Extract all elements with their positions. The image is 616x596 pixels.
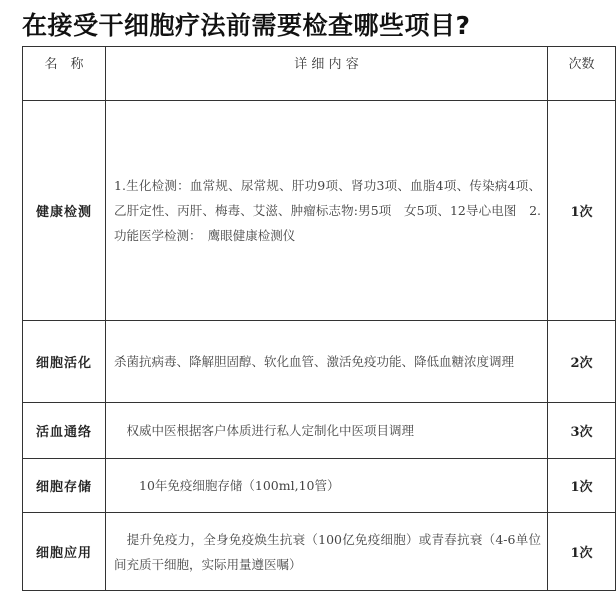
page-title: 在接受干细胞疗法前需要检查哪些项目? bbox=[22, 11, 471, 40]
table-header-row bbox=[23, 47, 616, 101]
row-name: 细胞应用 bbox=[23, 513, 106, 591]
table-row bbox=[23, 403, 616, 459]
row-name: 健康检测 bbox=[23, 101, 106, 321]
header-name: 名 称 bbox=[23, 47, 106, 101]
header-detail: 详 细 内 容 bbox=[106, 47, 548, 101]
row-name: 活血通络 bbox=[23, 403, 106, 459]
header-count: 次数 bbox=[548, 47, 616, 101]
row-count: 3次 bbox=[548, 403, 616, 459]
row-detail: 权威中医根据客户体质进行私人定制化中医项目调理 bbox=[106, 403, 548, 459]
row-count: 1次 bbox=[548, 459, 616, 513]
table-row bbox=[23, 459, 616, 513]
row-count: 2次 bbox=[548, 321, 616, 403]
row-count: 1次 bbox=[548, 101, 616, 321]
checkup-table bbox=[22, 46, 616, 591]
table-row bbox=[23, 101, 616, 321]
row-name: 细胞活化 bbox=[23, 321, 106, 403]
row-detail: 提升免疫力，全身免疫焕生抗衰（100亿免疫细胞）或青春抗衰（4-6单位间充质干细胞，实际用量遵医嘱） bbox=[106, 513, 548, 591]
row-count: 1次 bbox=[548, 513, 616, 591]
row-detail: 10年免疫细胞存储（100ml,10管） bbox=[106, 459, 548, 513]
row-name: 细胞存储 bbox=[23, 459, 106, 513]
row-detail: 1.生化检测：血常规、尿常规、肝功9项、肾功3项、血脂4项、传染病4项、乙肝定性、丙肝、梅毒、艾滋、肿瘤标志物:男5项 女5项、12导心电图 2. 功能医学检测： 鹰眼健康检测仪 bbox=[106, 101, 548, 321]
table-row bbox=[23, 513, 616, 591]
row-detail: 杀菌抗病毒、降解胆固醇、软化血管、激活免疫功能、降低血糖浓度调理 bbox=[106, 321, 548, 403]
table-row bbox=[23, 321, 616, 403]
